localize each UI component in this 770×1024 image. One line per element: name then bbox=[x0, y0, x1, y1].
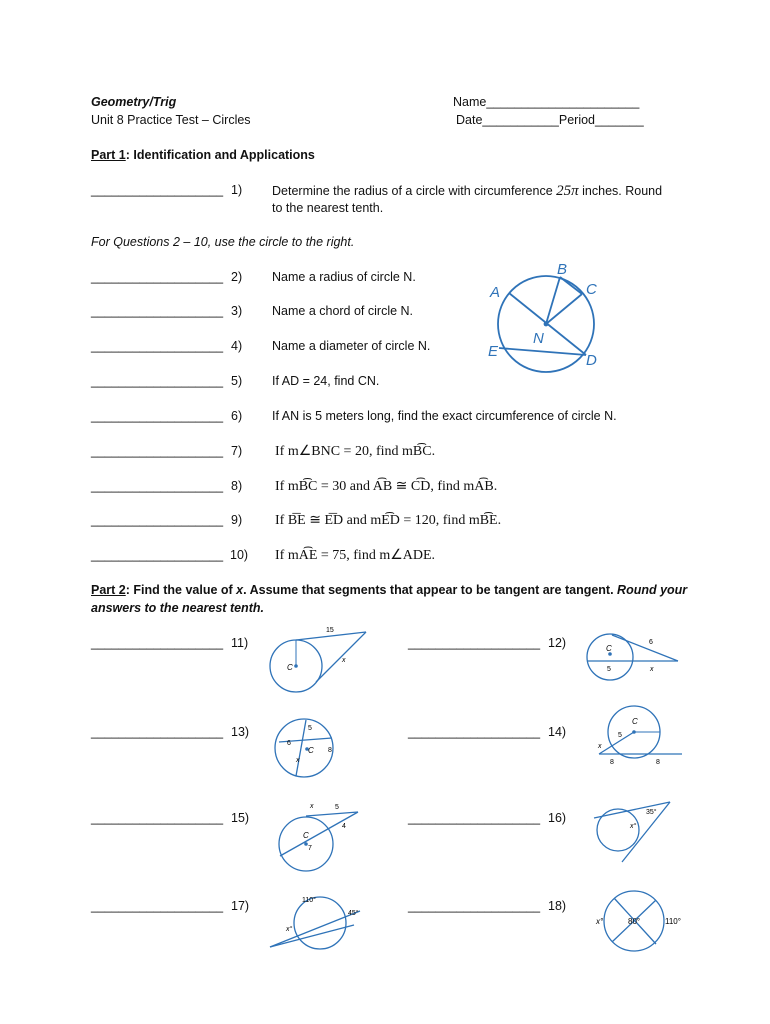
f15-label-5: 5 bbox=[335, 804, 339, 811]
label-e: E bbox=[488, 343, 499, 360]
f13-label-8: 8 bbox=[328, 747, 332, 754]
instructions: For Questions 2 – 10, use the circle to the right. bbox=[91, 235, 355, 249]
figure-15 bbox=[272, 800, 362, 874]
chord-ed bbox=[499, 348, 586, 355]
answer-blank-10[interactable]: ___________________ bbox=[91, 548, 224, 562]
question-text-4: Name a diameter of circle N. bbox=[272, 339, 431, 353]
answer-blank-5[interactable]: ___________________ bbox=[91, 374, 224, 388]
center-n bbox=[544, 322, 549, 327]
question-number-10: 10) bbox=[230, 548, 249, 562]
f17-label-110: 110° bbox=[302, 897, 316, 904]
question-text-1 bbox=[272, 183, 662, 200]
f11-label-15: 15 bbox=[326, 627, 334, 634]
figure-13 bbox=[272, 712, 338, 782]
answer-blank-8[interactable]: ___________________ bbox=[91, 479, 224, 493]
part1-title: : Identification and Applications bbox=[125, 148, 315, 162]
answer-blank-1[interactable]: ___________________ bbox=[91, 183, 224, 197]
f11-label-c: C bbox=[287, 663, 293, 672]
part2-title-a: : Find the value of bbox=[125, 583, 237, 597]
question-text-2: Name a radius of circle N. bbox=[272, 270, 416, 284]
question-number-p2-right-2: 16) bbox=[548, 811, 567, 825]
f17-label-45: 45° bbox=[348, 910, 359, 917]
label-b: B bbox=[557, 261, 568, 278]
f12-label-x: x bbox=[650, 666, 654, 673]
f13-label-5: 5 bbox=[308, 725, 312, 732]
date-period-field[interactable]: Date___________Period_______ bbox=[456, 113, 644, 127]
question-text-9: If B͞E ≅ E͞D and mE͡D = 120, find mB͡E. bbox=[275, 513, 502, 528]
f15-label-c: C bbox=[303, 831, 309, 840]
answer-blank-9[interactable]: ___________________ bbox=[91, 513, 224, 527]
part2-title-c: Round your bbox=[617, 583, 688, 597]
unit-title: Unit 8 Practice Test – Circles bbox=[91, 113, 251, 127]
f13-label-c: C bbox=[308, 746, 314, 755]
question-number-p2-left-1: 13) bbox=[231, 725, 250, 739]
question-number-p2-right-0: 12) bbox=[548, 636, 567, 650]
part1-label: Part 1 bbox=[91, 148, 126, 162]
q1-text-b: inches. Round bbox=[578, 184, 663, 198]
figure-11 bbox=[268, 622, 372, 694]
course-title: Geometry/Trig bbox=[91, 95, 177, 109]
f14-label-c: C bbox=[632, 717, 638, 726]
answer-blank-2[interactable]: ___________________ bbox=[91, 270, 224, 284]
question-number-6: 6) bbox=[231, 409, 243, 423]
figure-18 bbox=[594, 888, 686, 954]
answer-blank-7[interactable]: ___________________ bbox=[91, 444, 224, 458]
f14-label-5: 5 bbox=[618, 732, 622, 739]
q1-text-a: Determine the radius of a circle with circumference bbox=[272, 184, 553, 198]
question-number-7: 7) bbox=[231, 444, 243, 458]
part2-title-b: . Assume that segments that appear to be tangent are tangent. bbox=[243, 583, 618, 597]
answer-blank-3[interactable]: ___________________ bbox=[91, 304, 224, 318]
label-c: C bbox=[586, 281, 597, 298]
q1-math: 25π bbox=[556, 183, 579, 199]
question-number-9: 9) bbox=[231, 513, 243, 527]
answer-blank-p2-left-2[interactable]: ___________________ bbox=[91, 811, 224, 825]
question-number-5: 5) bbox=[231, 374, 243, 388]
figure-12 bbox=[582, 624, 682, 682]
question-number-1: 1) bbox=[231, 183, 243, 197]
question-number-8: 8) bbox=[231, 479, 243, 493]
f14-label-8a: 8 bbox=[610, 759, 614, 766]
f15-label-4: 4 bbox=[342, 823, 346, 830]
question-number-p2-right-1: 14) bbox=[548, 725, 567, 739]
answer-blank-p2-right-3[interactable]: ___________________ bbox=[408, 899, 541, 913]
part2-heading bbox=[91, 583, 687, 597]
f11-label-x: x bbox=[342, 657, 346, 664]
label-n: N bbox=[533, 330, 544, 347]
answer-blank-p2-right-1[interactable]: ___________________ bbox=[408, 725, 541, 739]
figure-14 bbox=[594, 702, 686, 768]
label-d: D bbox=[586, 352, 597, 369]
answer-blank-4[interactable]: ___________________ bbox=[91, 339, 224, 353]
question-number-3: 3) bbox=[231, 304, 243, 318]
f12-label-6: 6 bbox=[649, 639, 653, 646]
part2-title-var: x bbox=[236, 583, 244, 597]
part1-heading bbox=[91, 148, 315, 162]
radius-nb bbox=[546, 277, 560, 324]
answer-blank-p2-left-1[interactable]: ___________________ bbox=[91, 725, 224, 739]
f16-label-35: 35° bbox=[646, 809, 657, 816]
question-text-1-cont: to the nearest tenth. bbox=[272, 201, 384, 215]
figure-16 bbox=[590, 796, 674, 866]
f13-label-x: x bbox=[296, 757, 300, 764]
question-number-p2-right-3: 18) bbox=[548, 899, 567, 913]
f16-label-x: x° bbox=[630, 823, 637, 830]
f17-label-x: x° bbox=[286, 926, 293, 933]
answer-blank-p2-right-2[interactable]: ___________________ bbox=[408, 811, 541, 825]
chord-bc bbox=[560, 277, 582, 294]
f18-label-80: 80° bbox=[628, 917, 641, 926]
answer-blank-p2-left-3[interactable]: ___________________ bbox=[91, 899, 224, 913]
question-text-8: If mB͡C = 30 and A͡B ≅ C͡D, find mA͡B. bbox=[275, 479, 498, 494]
f13-label-6: 6 bbox=[287, 740, 291, 747]
answer-blank-6[interactable]: ___________________ bbox=[91, 409, 224, 423]
question-number-p2-left-2: 15) bbox=[231, 811, 250, 825]
question-text-5: If AD = 24, find CN. bbox=[272, 374, 380, 388]
part2-heading-cont: answers to the nearest tenth. bbox=[91, 601, 264, 615]
circle-n-figure bbox=[480, 255, 610, 380]
question-text-3: Name a chord of circle N. bbox=[272, 304, 414, 318]
f15-label-x: x bbox=[310, 803, 314, 810]
f18-label-x: x° bbox=[596, 917, 604, 926]
f12-label-c: C bbox=[606, 644, 612, 653]
question-text-6: If AN is 5 meters long, find the exact circumference of circle N. bbox=[272, 409, 617, 423]
figure-17 bbox=[266, 893, 364, 953]
f12-label-5: 5 bbox=[607, 666, 611, 673]
part2-label: Part 2 bbox=[91, 583, 126, 597]
question-number-p2-left-0: 11) bbox=[231, 636, 249, 650]
question-number-p2-left-3: 17) bbox=[231, 899, 250, 913]
question-text-7: If m∠BNC = 20, find mB͡C. bbox=[275, 444, 436, 459]
f18-label-110: 110° bbox=[665, 917, 681, 926]
question-text-10: If mA͡E = 75, find m∠ADE. bbox=[275, 548, 436, 563]
f14-label-x: x bbox=[598, 743, 602, 750]
question-number-2: 2) bbox=[231, 270, 243, 284]
f15-label-7: 7 bbox=[308, 845, 312, 852]
answer-blank-p2-left-0[interactable]: ___________________ bbox=[91, 636, 224, 650]
f14-label-8b: 8 bbox=[656, 759, 660, 766]
name-field[interactable]: Name______________________ bbox=[453, 95, 640, 109]
question-number-4: 4) bbox=[231, 339, 243, 353]
label-a: A bbox=[490, 284, 501, 301]
answer-blank-p2-right-0[interactable]: ___________________ bbox=[408, 636, 541, 650]
